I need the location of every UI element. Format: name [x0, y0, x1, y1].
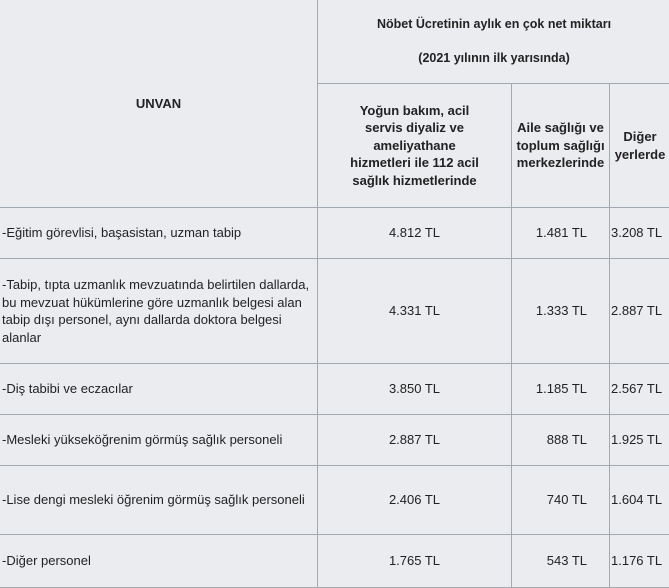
- row-title: -Lise dengi mesleki öğrenim görmüş sağlık personeli: [0, 466, 318, 535]
- row-title: -Diğer personel: [0, 535, 318, 588]
- table-row: [0, 259, 669, 364]
- table-row: [0, 466, 669, 535]
- value-intensive: 2.406 TL: [318, 466, 512, 535]
- value-family-health: 1.185 TL: [512, 364, 610, 415]
- value-intensive: 3.850 TL: [318, 364, 512, 415]
- table-row: [0, 535, 669, 588]
- value-other: 1.176 TL: [610, 535, 669, 588]
- table-row: [0, 208, 669, 259]
- row-title: -Mesleki yükseköğrenim görmüş sağlık personeli: [0, 415, 318, 466]
- value-family-health: 1.481 TL: [512, 208, 610, 259]
- value-intensive: 1.765 TL: [318, 535, 512, 588]
- header-group-title: Nöbet Ücretinin aylık en çok net miktarı: [319, 16, 669, 34]
- value-family-health: 1.333 TL: [512, 259, 610, 364]
- header-group-subtitle: (2021 yılının ilk yarısında): [319, 50, 669, 68]
- value-family-health: 888 TL: [512, 415, 610, 466]
- header-col-family-health: Aile sağlığı ve toplum sağlığı merkezlerinde: [512, 84, 610, 208]
- value-family-health: 543 TL: [512, 535, 610, 588]
- header-col-other: Diğer yerlerde: [610, 84, 669, 208]
- value-family-health: 740 TL: [512, 466, 610, 535]
- table-row: [0, 364, 669, 415]
- row-title: -Diş tabibi ve eczacılar: [0, 364, 318, 415]
- value-other: 2.887 TL: [610, 259, 669, 364]
- value-other: 1.925 TL: [610, 415, 669, 466]
- value-intensive: 4.331 TL: [318, 259, 512, 364]
- header-group: [318, 0, 669, 84]
- header-unvan: UNVAN: [0, 0, 318, 208]
- header-col-intensive: Yoğun bakım, acil servis diyaliz ve ameliyathane hizmetleri ile 112 acil sağlık hizmetlerinde: [318, 84, 512, 208]
- value-other: 1.604 TL: [610, 466, 669, 535]
- row-title: -Eğitim görevlisi, başasistan, uzman tabip: [0, 208, 318, 259]
- value-other: 3.208 TL: [610, 208, 669, 259]
- row-title: -Tabip, tıpta uzmanlık mevzuatında belirtilen dallarda, bu mevzuat hükümlerine göre uzmanlık belgesi alan tabip dışı personel, aynı dallarda doktora belgesi alanlar: [0, 259, 318, 364]
- value-intensive: 2.887 TL: [318, 415, 512, 466]
- value-other: 2.567 TL: [610, 364, 669, 415]
- table-row: [0, 415, 669, 466]
- value-intensive: 4.812 TL: [318, 208, 512, 259]
